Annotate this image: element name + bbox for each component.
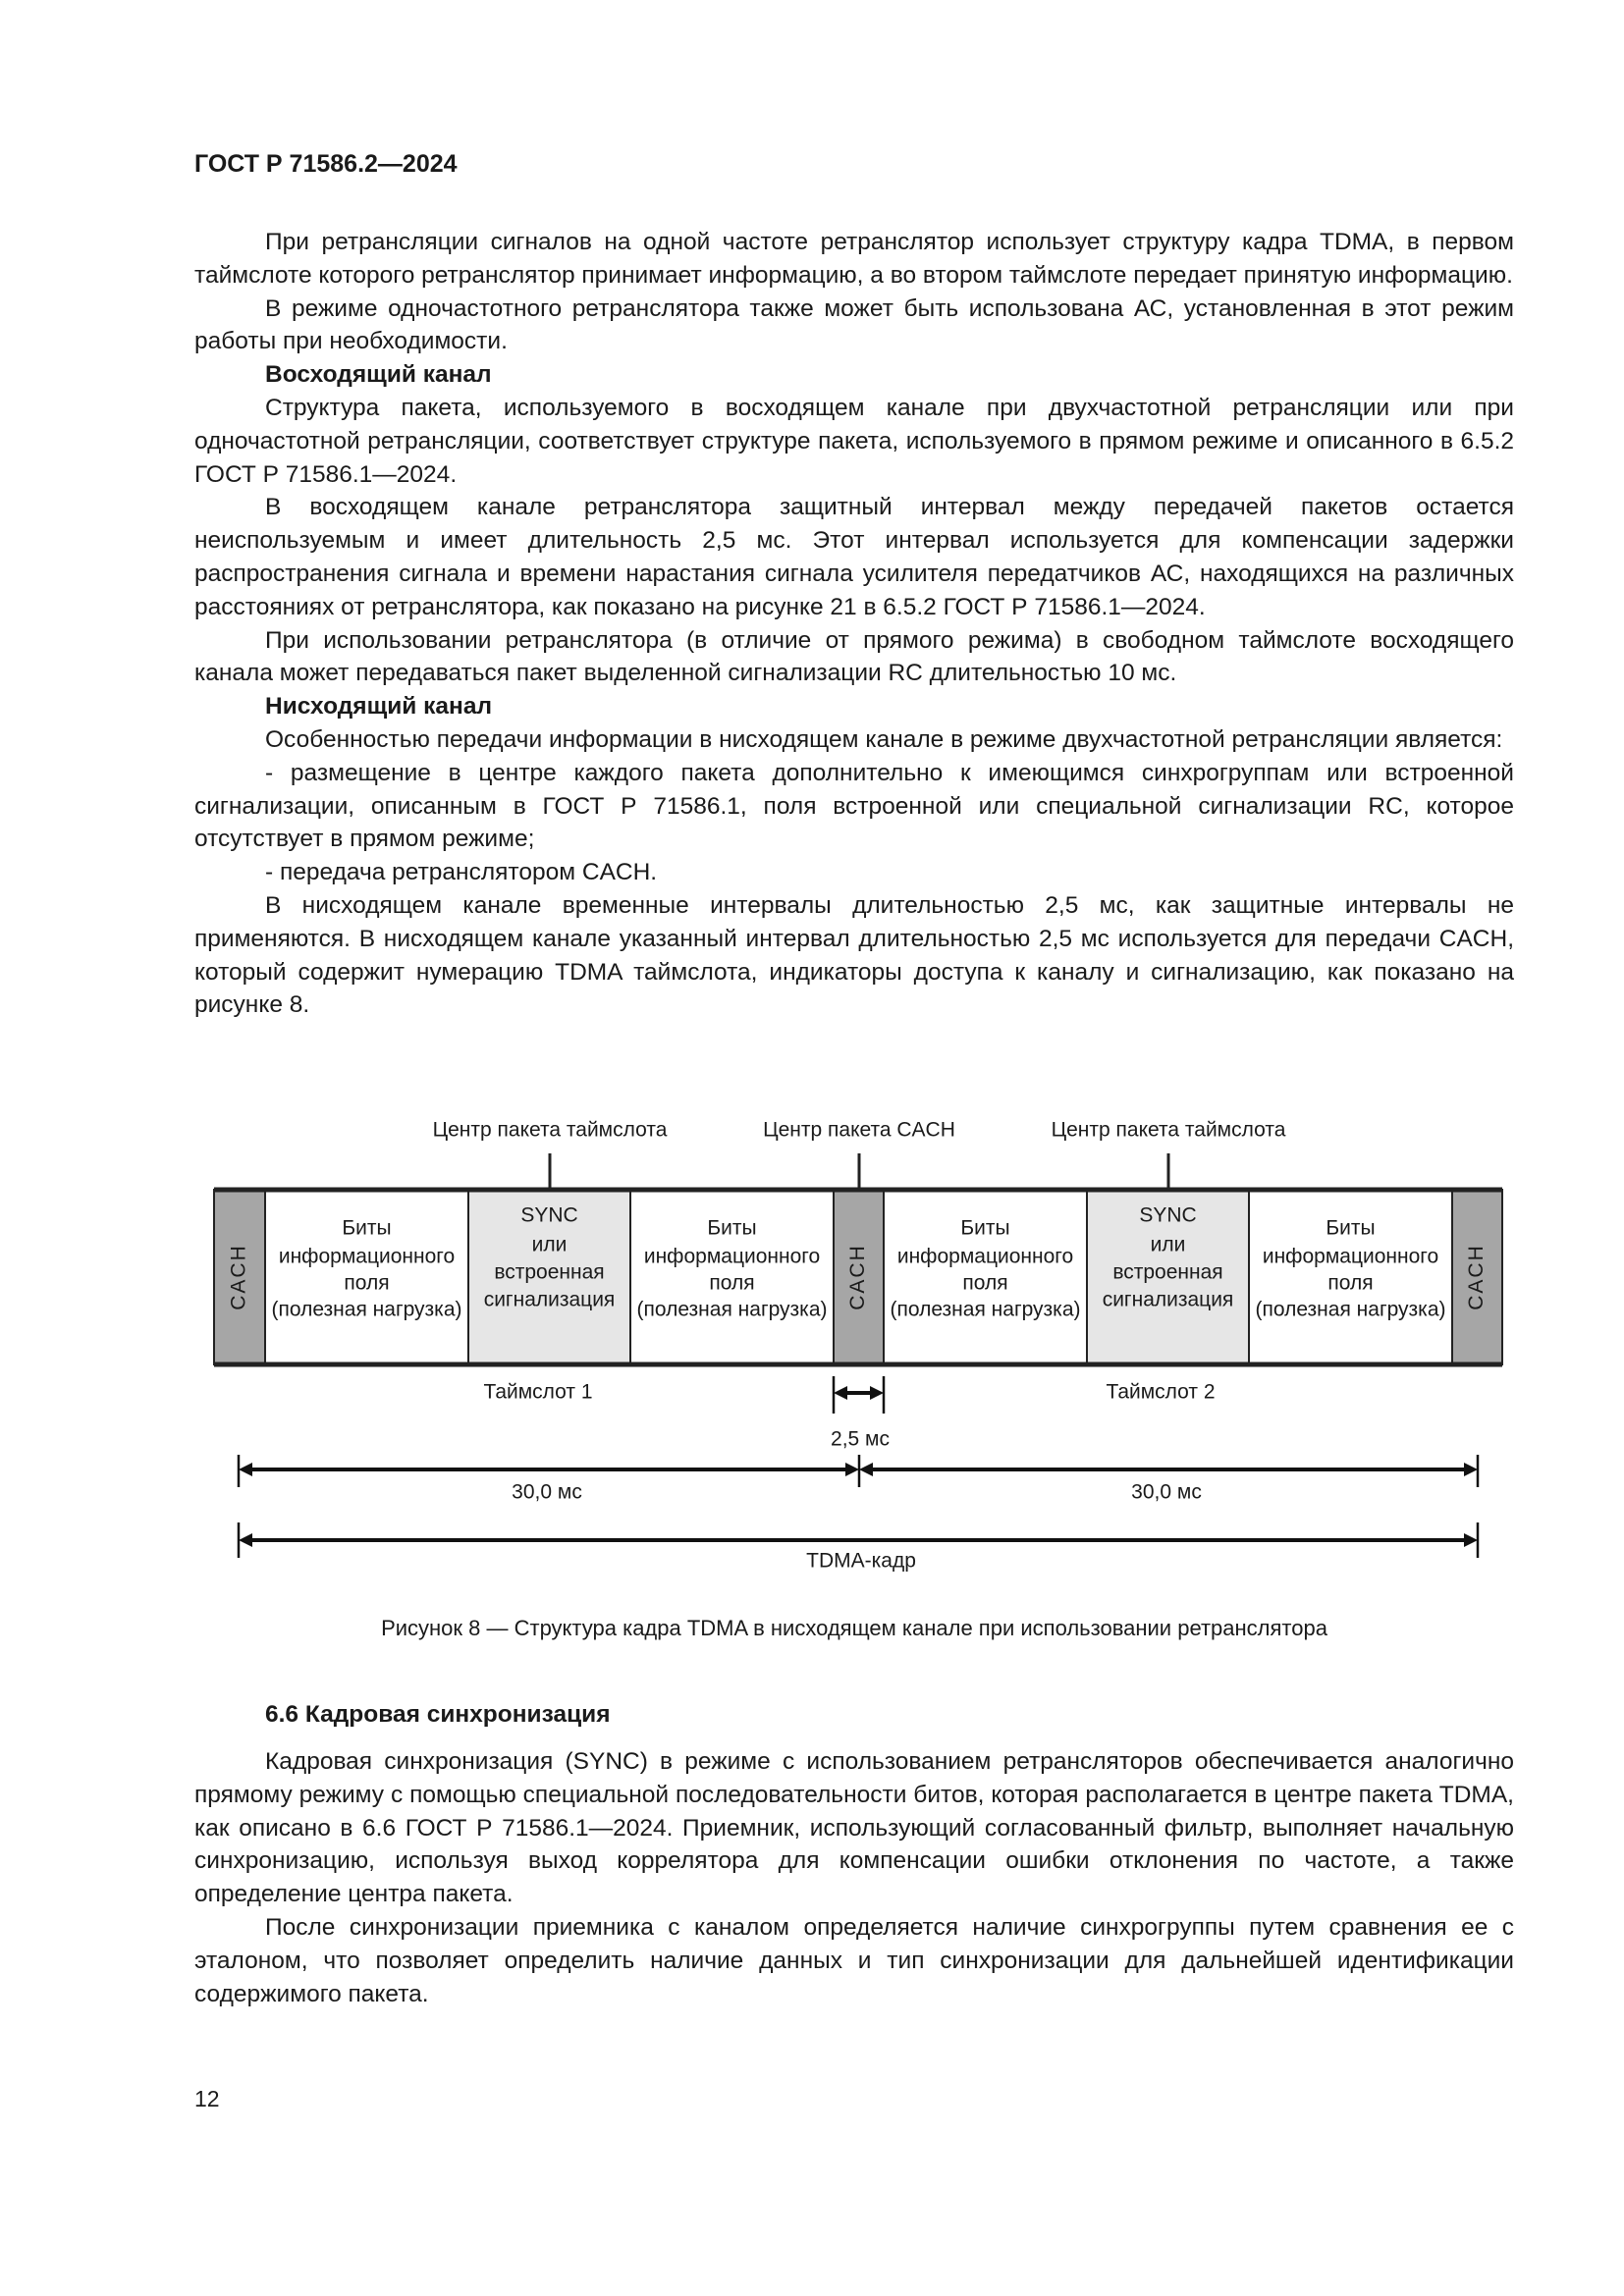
tdma-frame-arrow-head-right xyxy=(1464,1533,1478,1547)
half-frame-1-label: 30,0 мс xyxy=(512,1480,582,1504)
sync-field-label: SYNC xyxy=(520,1203,578,1227)
guard-interval-arrow-head-left xyxy=(834,1386,847,1400)
paragraph: При ретрансляции сигналов на одной частоте ретранслятор использует структуру кадра TDMA, в первом таймслоте которого ретранслятор принимает информацию, а во втором таймслоте передает принятую информацию. xyxy=(194,229,1514,289)
subheading-downlink: Нисходящий канал xyxy=(265,693,493,721)
paragraph: В режиме одночастотного ретранслятора также может быть использована АС, установленная в этот режим работы при необходимости. xyxy=(194,294,1514,355)
info-field-label: информационного xyxy=(1262,1245,1439,1268)
page-number: 12 xyxy=(194,2086,220,2111)
paragraph: Структура пакета, используемого в восходящем канале при двухчастотной ретрансляции или при одночастотной ретрансляции, соответствует структуре пакета, используемого в прямом режиме и описанного в 6.5.2 ГОСТ Р 71586.1—2024. xyxy=(194,394,1514,488)
document-header: ГОСТ Р 71586.2—2024 xyxy=(194,150,458,178)
sync-field-label: сигнализация xyxy=(483,1288,616,1311)
info-field-label: Биты xyxy=(707,1216,757,1240)
half-frame-2-label: 30,0 мс xyxy=(1131,1480,1202,1504)
subheading-uplink: Восходящий канал xyxy=(265,361,492,389)
info-field-label: поля xyxy=(344,1271,390,1295)
info-field-label: (полезная нагрузка) xyxy=(890,1298,1081,1321)
list-item: - размещение в центре каждого пакета дополнительно к имеющимся синхрогруппам или встроенной сигнализации, описанным в ГОСТ Р 71586.1, поля встроенной или специальной сигнализации RC, которое отсутствует в прямом режиме; xyxy=(194,759,1514,853)
info-field-label: информационного xyxy=(278,1245,456,1268)
info-field-label: (полезная нагрузка) xyxy=(636,1298,828,1321)
sync-field-label: встроенная xyxy=(494,1260,605,1284)
paragraph: После синхронизации приемника с каналом определяется наличие синхрогруппы путем сравнения ее с эталоном, что позволяет определить наличие данных и тип синхронизации для дальнейшей идентификации содержимого пакета. xyxy=(194,1913,1514,2007)
paragraph: В восходящем канале ретранслятора защитный интервал между передачей пакетов остается неиспользуемым и имеет длительность 2,5 мс. Этот интервал используется для компенсации задержки распространения сигнала и времени нарастания сигнала усилителя передатчиков АС, находящихся на различных расстояниях от ретранслятора, как показано на рисунке 21 в 6.5.2 ГОСТ Р 71586.1—2024. xyxy=(194,494,1514,620)
info-field-label: поля xyxy=(962,1271,1008,1295)
info-field-label: информационного xyxy=(896,1245,1074,1268)
sync-field-label: встроенная xyxy=(1112,1260,1223,1284)
sync-field-label: SYNC xyxy=(1139,1203,1197,1227)
tdma-frame-label: TDMA-кадр xyxy=(806,1549,916,1573)
cach-label: CACH xyxy=(1465,1244,1489,1310)
list-item: - передача ретранслятором CACH. xyxy=(265,859,658,886)
center-label: Центр пакета таймслота xyxy=(432,1118,668,1142)
timeslot-1-label: Таймслот 1 xyxy=(483,1380,593,1404)
section-heading: 6.6 Кадровая синхронизация xyxy=(265,1701,611,1728)
timeslot-2-label: Таймслот 2 xyxy=(1106,1380,1216,1404)
cach-label: CACH xyxy=(846,1244,870,1310)
paragraph: В нисходящем канале временные интервалы длительностью 2,5 мс, как защитные интервалы не применяются. В нисходящем канале указанный интервал длительностью 2,5 мс используется для передачи CACH, который содержит нумерацию TDMA таймслота, индикаторы доступа к каналу и сигнализацию, как показано на рисунке 8. xyxy=(194,891,1514,1019)
half-frame-arrow-1-head-left xyxy=(239,1463,252,1476)
paragraph: При использовании ретранслятора (в отличие от прямого режима) в свободном таймслоте восходящего канала может передаваться пакет выделенной сигнализации RC длительностью 10 мс. xyxy=(194,626,1514,687)
info-field-label: поля xyxy=(1327,1271,1374,1295)
half-frame-arrow-2-head-left xyxy=(859,1463,873,1476)
info-field-label: Биты xyxy=(960,1216,1010,1240)
info-field-label: (полезная нагрузка) xyxy=(1255,1298,1446,1321)
info-field-label: информационного xyxy=(643,1245,821,1268)
paragraph: Кадровая синхронизация (SYNC) в режиме с использованием ретрансляторов обеспечивается аналогично прямому режиму с помощью специальной последовательности битов, которая располагается в центре пакета TDMA, как описано в 6.6 ГОСТ Р 71586.1—2024. Приемник, использующий согласованный фильтр, выполняет начальную синхронизацию, используя выход коррелятора для компенсации ошибки отклонения по частоте, а также определение центра пакета. xyxy=(194,1748,1514,1908)
half-frame-arrow-2-head-right xyxy=(1464,1463,1478,1476)
guard-interval-arrow-head-right xyxy=(870,1386,884,1400)
half-frame-arrow-1-head-right xyxy=(845,1463,859,1476)
info-field-label: поля xyxy=(709,1271,755,1295)
info-field-label: Биты xyxy=(342,1216,392,1240)
center-label: Центр пакета CACH xyxy=(763,1118,955,1142)
center-label: Центр пакета таймслота xyxy=(1051,1118,1286,1142)
paragraph: Особенностью передачи информации в нисходящем канале в режиме двухчастотной ретрансляции является: xyxy=(265,725,1503,753)
info-field-label: (полезная нагрузка) xyxy=(271,1298,462,1321)
sync-field-label: или xyxy=(531,1233,568,1256)
cach-label: CACH xyxy=(227,1244,250,1310)
sync-field-label: или xyxy=(1150,1233,1186,1256)
sync-field-label: сигнализация xyxy=(1102,1288,1234,1311)
figure-caption: Рисунок 8 — Структура кадра TDMA в нисходящем канале при использовании ретранслятора xyxy=(381,1616,1327,1640)
tdma-frame-arrow-head-left xyxy=(239,1533,252,1547)
guard-interval-label: 2,5 мс xyxy=(831,1427,890,1451)
section-6-6 xyxy=(194,1698,1514,2010)
info-field-label: Биты xyxy=(1326,1216,1376,1240)
